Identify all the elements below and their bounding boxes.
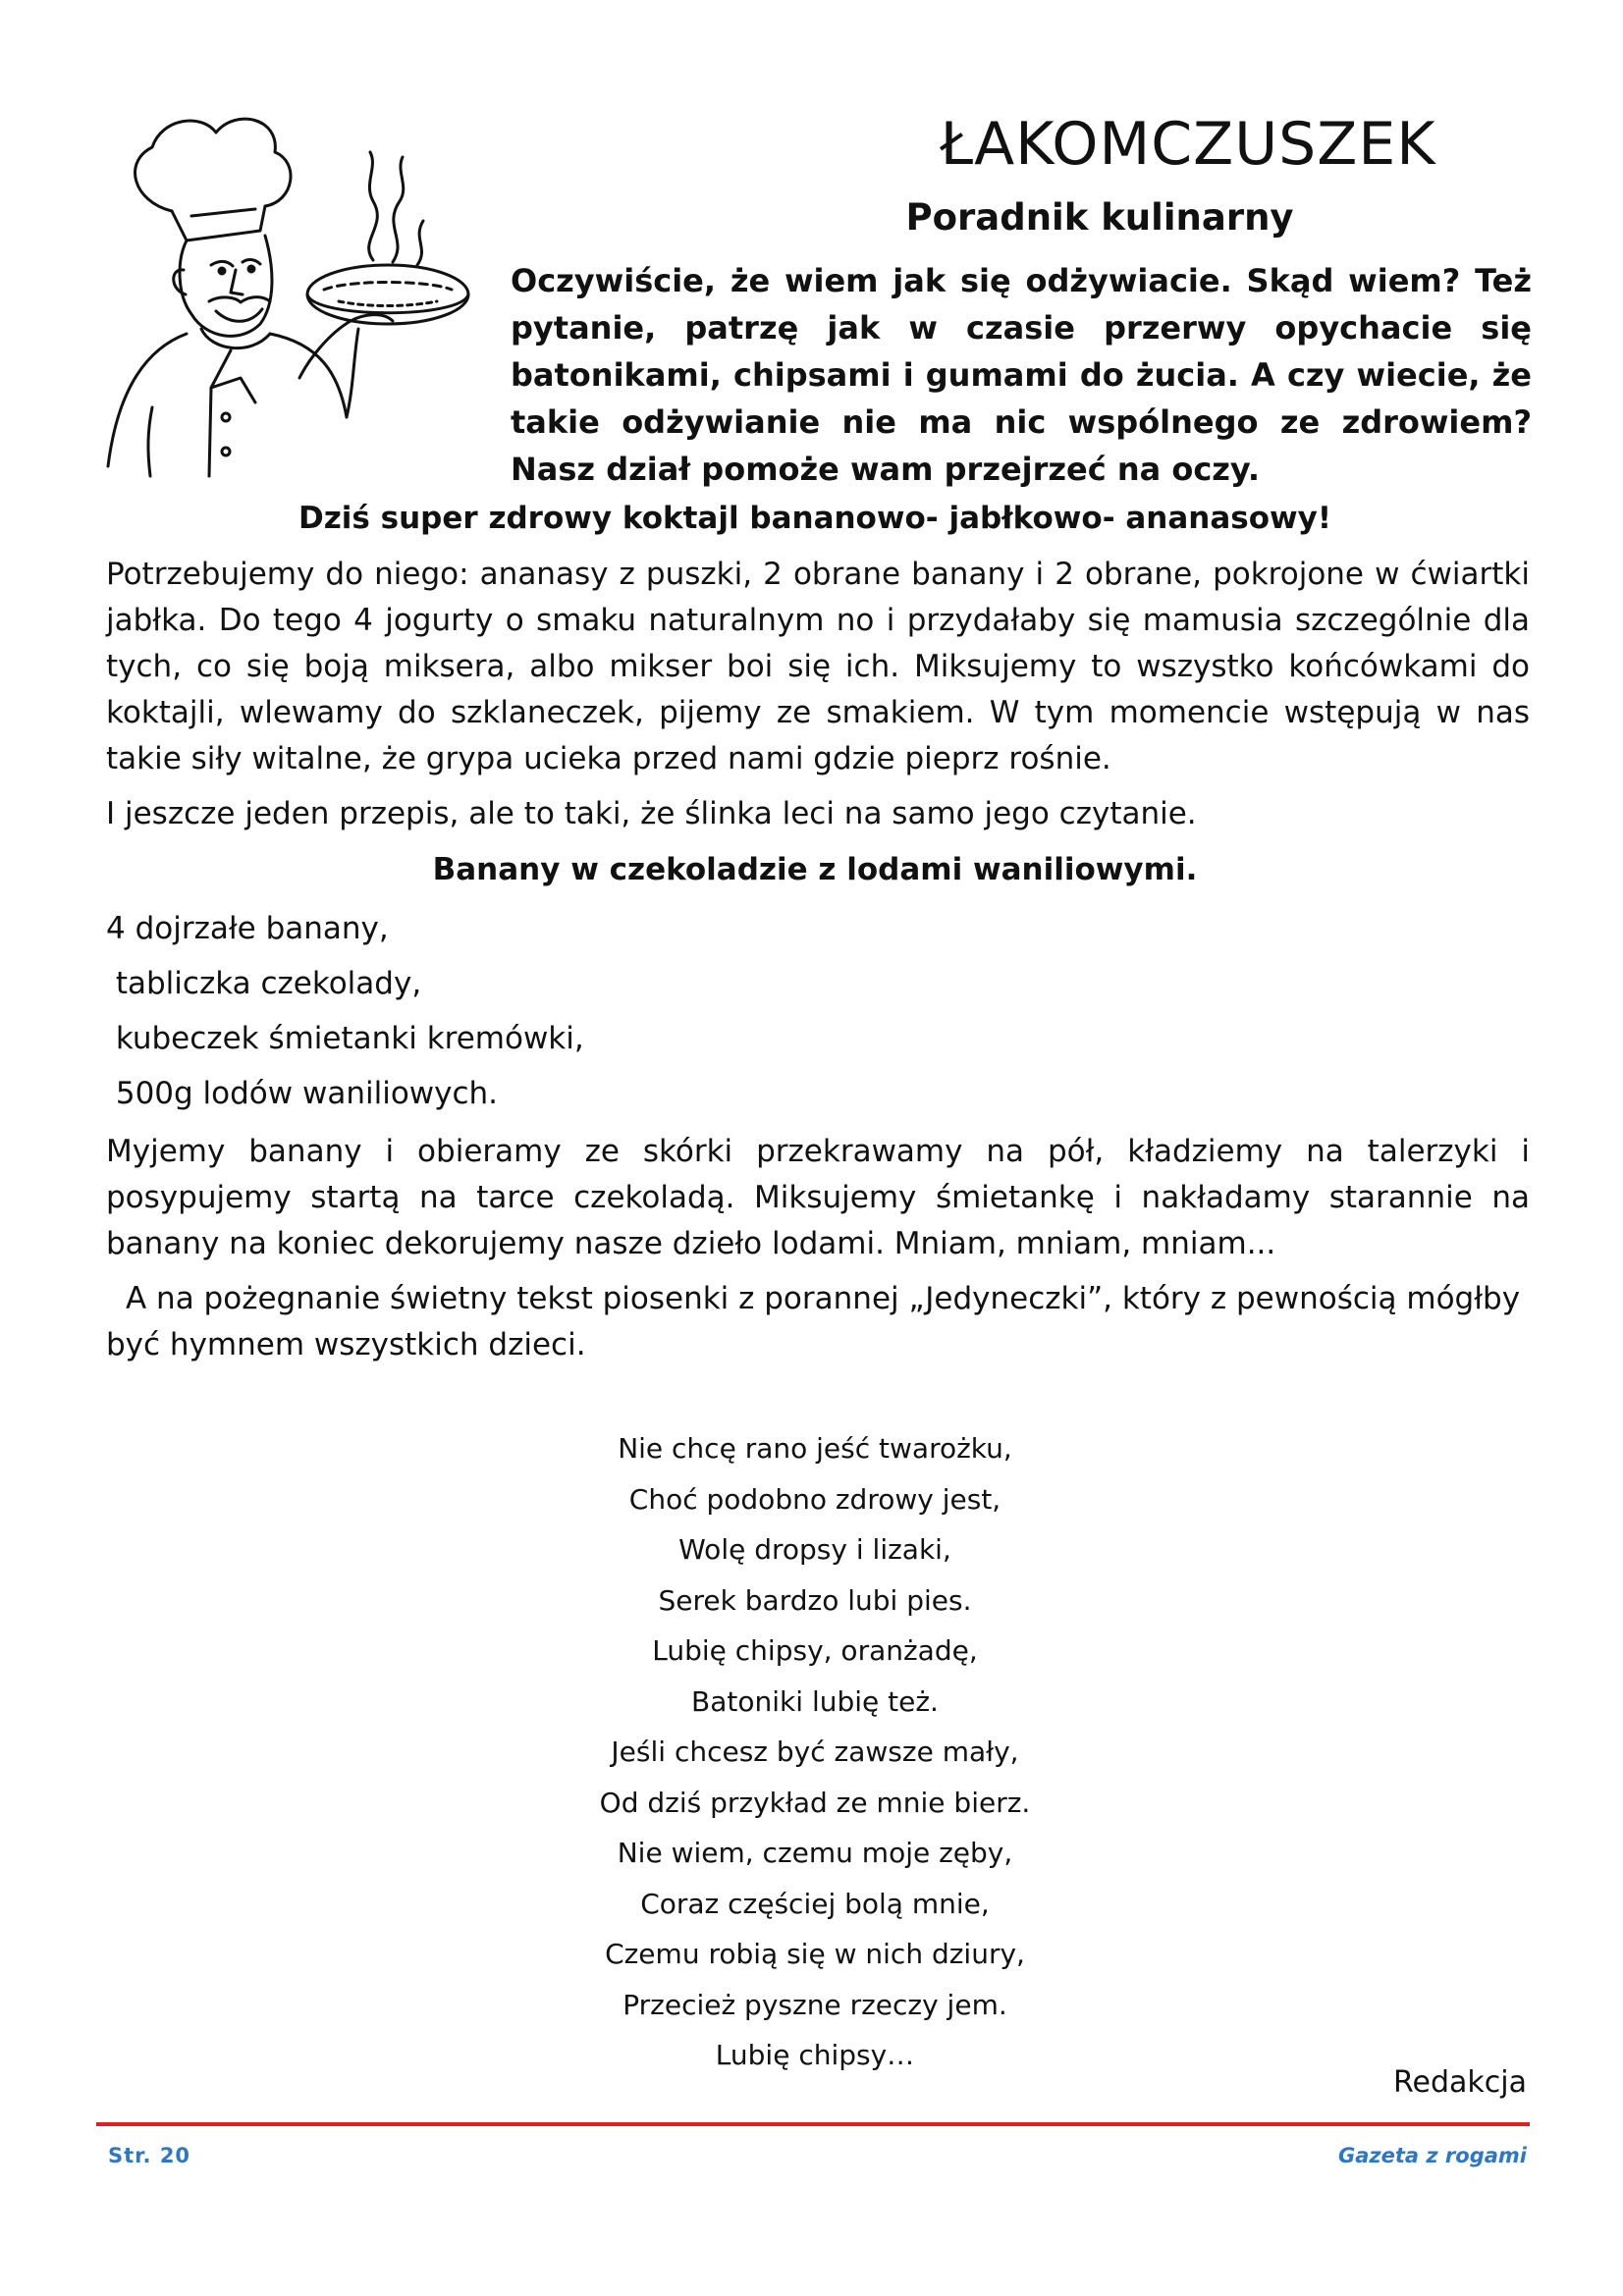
lyric-line: Od dziś przykład ze mnie bierz.: [599, 1786, 1031, 1819]
footer-divider: [96, 2122, 1530, 2126]
lyric-line: Nie wiem, czemu moje zęby,: [617, 1837, 1013, 1869]
recipe2-text: Myjemy banany i obieramy ze skórki przekrawamy na pół, kładziemy na talerzyki i posypujemy startą na tarce czekoladą. Miksujemy śmietankę i nakładamy starannie na banany na koniec dekorujemy nasze dzieło lodami. Mniam, mniam, mniam...: [106, 1134, 1530, 1261]
lyric-line: Przecież pyszne rzeczy jem.: [622, 1988, 1007, 2021]
lyric-line: Lubię chipsy, oranżadę,: [652, 1634, 978, 1667]
lyric-line: Serek bardzo lubi pies.: [658, 1583, 972, 1617]
ingredient-item: 500g lodów waniliowych.: [106, 1076, 499, 1111]
ingredient-item: tabliczka czekolady,: [106, 966, 422, 1001]
lyric-line: Wolę dropsy i lizaki,: [678, 1533, 951, 1566]
publication-name: Gazeta z rogami: [1338, 2144, 1527, 2167]
page-title: ŁAKOMCZUSZEK: [940, 110, 1436, 179]
lyric-line: Nie chcę rano jeść twarożku,: [618, 1432, 1012, 1465]
lyric-line: Lubię chipsy…: [715, 2039, 915, 2071]
lyric-line: Batoniki lubię też.: [691, 1684, 939, 1718]
recipe1-text: Potrzebujemy do niego: ananasy z puszki, 2 obrane banany i 2 obrane, pokrojone w ćwiartki jabłka. Do tego 4 jogurty o smaku naturalnym no i przydałaby się mamusia szczególnie dla tych, co się boją miksera, albo mikser boi się ich. Miksujemy to wszystko końcówkami do koktajli, wlewamy do szklaneczek, pijemy ze smakiem. W tym momencie wstępują w nas takie siły witalne, że grypa ucieka przed nami gdzie pieprz rośnie.: [106, 557, 1530, 776]
recipe1-heading: Dziś super zdrowy koktajl bananowo- jabłkowo- ananasowy!: [298, 501, 1331, 536]
chef-with-pie-icon: [93, 93, 506, 486]
signature: Redakcja: [1393, 2065, 1527, 2100]
page-subtitle: Poradnik kulinarny: [905, 196, 1294, 239]
lyric-line: Jeśli chcesz być zawsze mały,: [611, 1735, 1019, 1768]
ingredient-item: kubeczek śmietanki kremówki,: [106, 1021, 584, 1056]
farewell-paragraph: A na pożegnanie świetny tekst piosenki z porannej „Jedyneczki”, który z pewnością mógłby być hymnem wszystkich dzieci.: [106, 1281, 1521, 1362]
intro-paragraph: Oczywiście, że wiem jak się odżywiacie. Skąd wiem? Też pytanie, patrzę jak w czasie przerwy opychacie się batonikami, chipsami i gumami do żucia. A czy wiecie, że takie odżywianie nie ma nic wspólnego ze zdrowiem? Nasz dział pomoże wam przejrzeć na oczy.: [511, 262, 1532, 488]
recipe2-heading: Banany w czekoladzie z lodami waniliowymi.: [432, 852, 1198, 887]
song-lyrics: [393, 1423, 1237, 2081]
lyric-line: Czemu robią się w nich dziury,: [605, 1938, 1025, 1970]
ingredient-item: 4 dojrzałe banany,: [106, 911, 389, 946]
page-number: Str. 20: [108, 2144, 191, 2167]
transition-paragraph: I jeszcze jeden przepis, ale to taki, że ślinka leci na samo jego czytanie.: [106, 796, 1197, 831]
lyric-line: Coraz częściej bolą mnie,: [640, 1887, 990, 1920]
lyric-line: Choć podobno zdrowy jest,: [628, 1482, 1001, 1516]
